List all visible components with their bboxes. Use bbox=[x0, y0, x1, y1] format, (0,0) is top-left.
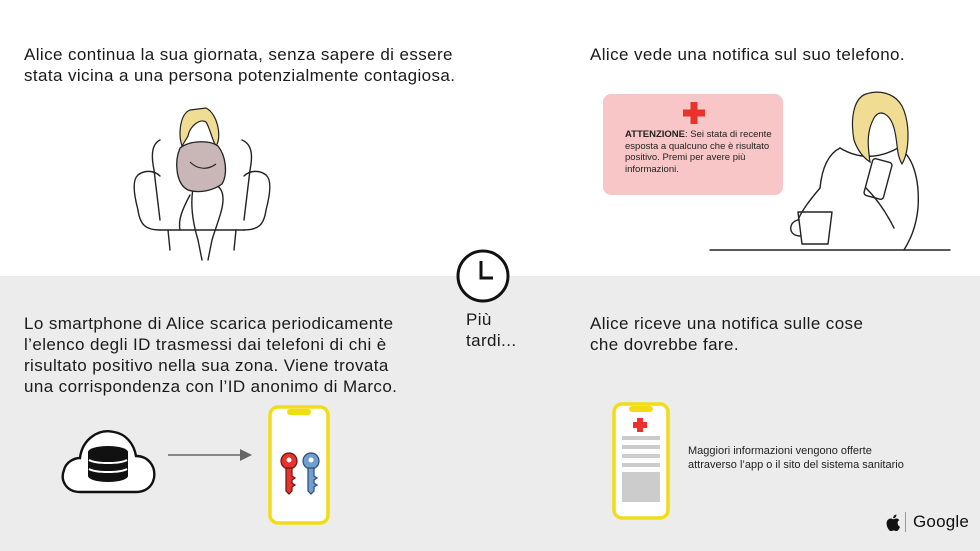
panel-text-matching: Lo smartphone di Alice scarica periodicamente l’elenco degli ID trasmessi dai telefoni di chi è risultato positivo nella sua zona. Viene trovata una corrispondenza con l’ID anonimo di Marco. bbox=[24, 314, 398, 396]
logo-separator bbox=[905, 512, 906, 532]
panel-text-notification: Alice vede una notifica sul suo telefono. bbox=[590, 45, 906, 64]
arrow-right-icon bbox=[168, 448, 254, 462]
smartphone-keys-illustration bbox=[268, 405, 330, 525]
cloud-database-icon bbox=[58, 418, 158, 498]
alice-sitting-illustration bbox=[130, 100, 275, 265]
apple-logo-icon bbox=[886, 514, 900, 531]
panel-text-day: Alice continua la sua giornata, senza sapere di essere stata vicina a una persona potenzialmente contagiosa. bbox=[24, 45, 456, 85]
alice-phone-illustration bbox=[690, 88, 952, 253]
panel-text-guidance: Alice riceve una notifica sulle cose che dovrebbe fare. bbox=[590, 314, 864, 354]
notification-label: ATTENZIONE bbox=[625, 129, 685, 140]
later-caption: Più tardi... bbox=[466, 310, 517, 350]
smartphone-info-illustration bbox=[612, 402, 670, 520]
notification-body: : Sei stata di recente esposta a qualcuno che è risultato positivo. Premi per avere più informazioni. bbox=[625, 129, 772, 175]
clock-icon bbox=[455, 248, 511, 304]
google-wordmark: Google bbox=[913, 512, 970, 531]
info-note: Maggiori informazioni vengono offerte attraverso l’app o il sito del sistema sanitario bbox=[688, 445, 904, 471]
footer-logos bbox=[886, 512, 969, 532]
